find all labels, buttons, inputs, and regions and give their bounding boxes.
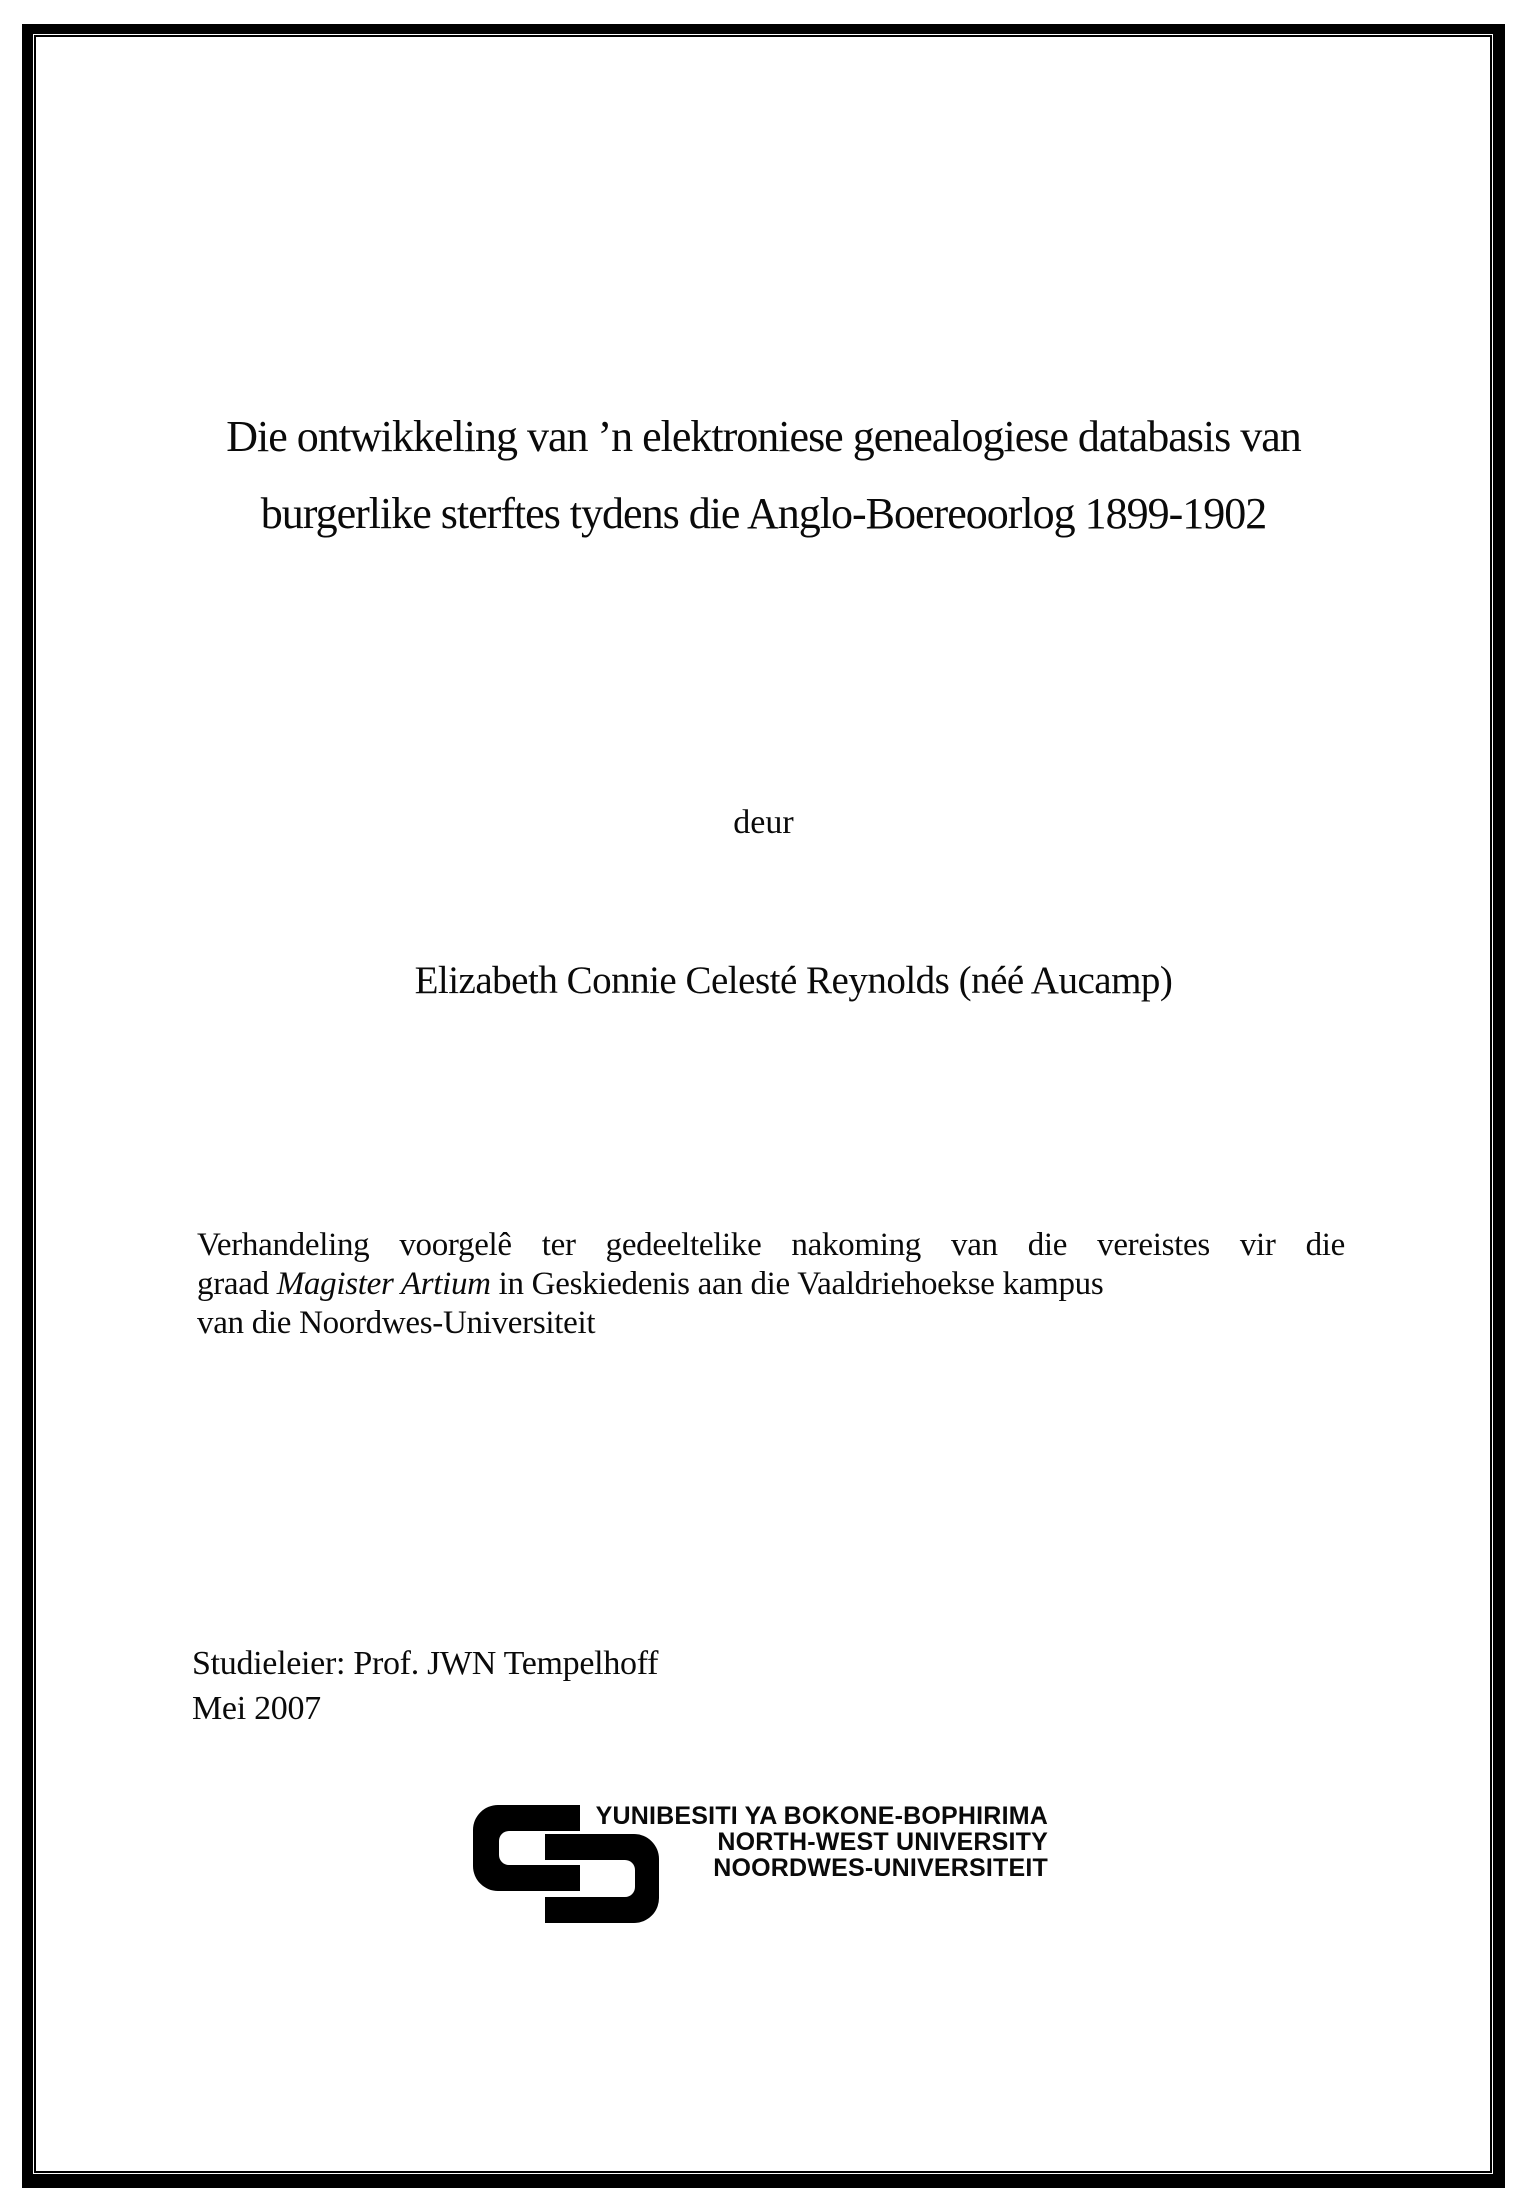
- thesis-title: [90, 398, 1437, 552]
- byline-deur: deur: [733, 804, 794, 841]
- university-names: [560, 1803, 1048, 1881]
- degree-statement: [197, 1226, 1345, 1343]
- date-line: Mei 2007: [192, 1690, 321, 1727]
- degree-statement-line2-post: in Geskiedenis aan die Vaaldriehoekse kampus: [490, 1266, 1104, 1302]
- supervisor-block: [192, 1641, 658, 1731]
- university-name-setswana: YUNIBESITI YA BOKONE-BOPHIRIMA: [595, 1802, 1048, 1830]
- supervisor-line: Studieleier: Prof. JWN Tempelhoff: [192, 1645, 659, 1682]
- degree-statement-line1: Verhandeling voorgelê ter gedeeltelike nakoming van die vereistes vir die: [197, 1227, 1345, 1263]
- thesis-title-line1: Die ontwikkeling van ’n elektroniese genealogiese databasis van: [226, 412, 1301, 461]
- degree-statement-line2-pre: graad: [197, 1266, 277, 1302]
- degree-statement-line3: van die Noordwes-Universiteit: [197, 1305, 596, 1341]
- degree-name-italic: Magister Artium: [276, 1266, 491, 1302]
- university-name-afrikaans: NOORDWES-UNIVERSITEIT: [713, 1854, 1048, 1882]
- thesis-title-line2: burgerlike sterftes tydens die Anglo-Boereoorlog 1899-1902: [260, 489, 1267, 538]
- university-name-english: NORTH-WEST UNIVERSITY: [717, 1828, 1048, 1856]
- degree-statement-line2: [197, 1265, 1345, 1304]
- author-name: Elizabeth Connie Celesté Reynolds (néé Aucamp): [414, 959, 1173, 1002]
